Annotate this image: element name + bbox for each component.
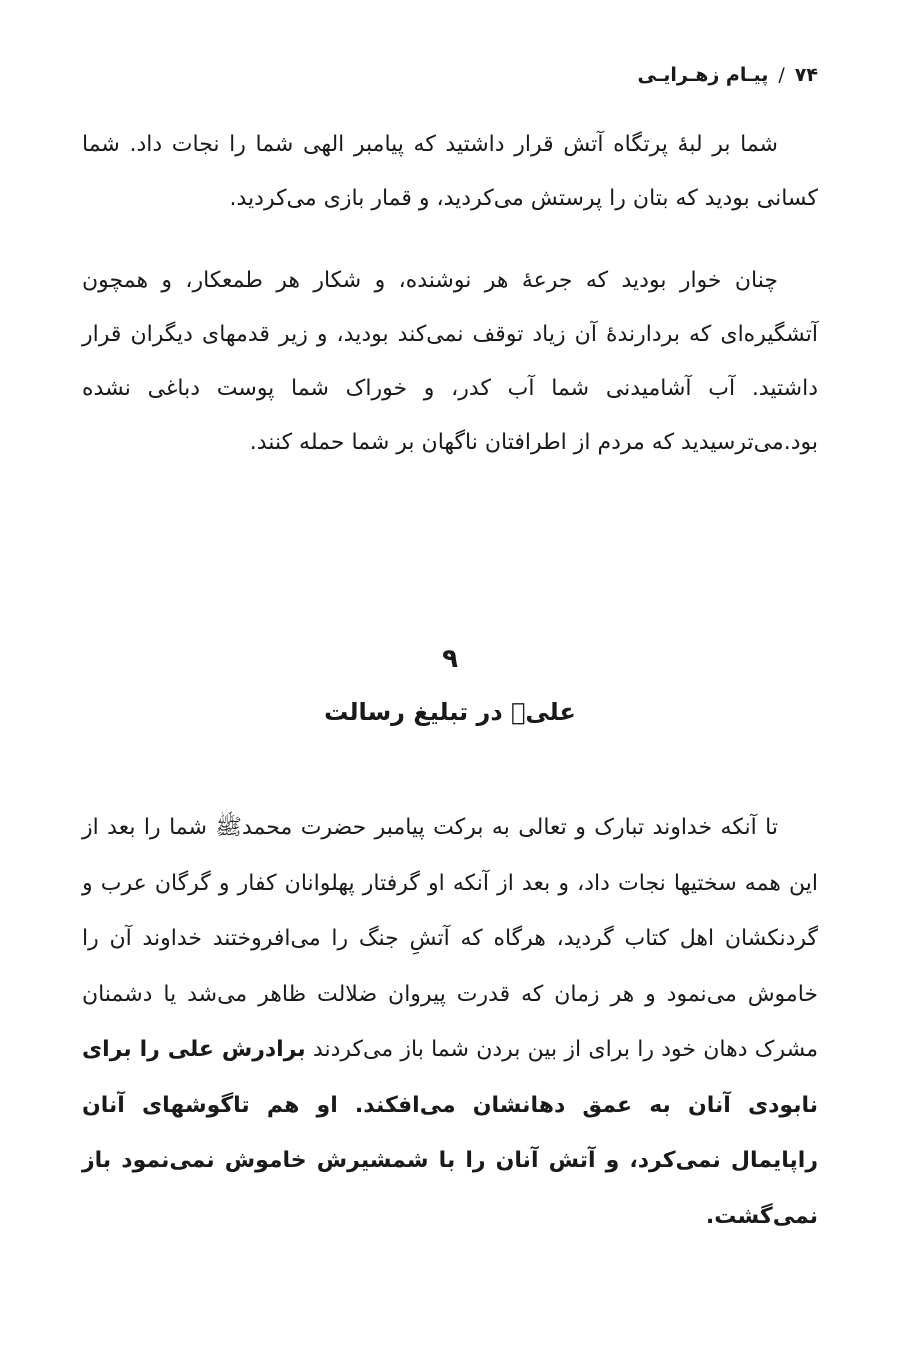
- book-page: [82, 0, 818, 1366]
- paragraph-3-regular: تا آنکه خداوند تبارک و تعالی به برکت پیامبر حضرت محمدﷺ شما را بعد از این همه سختیها نجات داد، و بعد از آنکه او گرفتار پهلوانان کفار و گرگان عرب و گردنکشان اهل کتاب گردید، هرگاه که آتشِ جنگ را می‌افروختند خداوند آن را خاموش می‌نمود و هر زمان که قدرت پیروان ضلالت ظاهر می‌شد یا دشمنان مشرک دهان خود را برای از بین بردن شما باز می‌کردند: [82, 815, 819, 1062]
- paragraph-2: چنان خوار بودید که جرعهٔ هر نوشنده، و شکار هر طمعکار، و همچون آتشگیره‌ای که بردارندهٔ آن زیاد توقف نمی‌کند بودید، و زیر قدمهای دیگران قرار داشتید. آب آشامیدنی شما آب کدر، و خوراک شما پوست دباغی نشده بود.می‌ترسیدید که مردم از اطرافتان ناگهان بر شما حمله کنند.: [82, 268, 818, 455]
- paragraph-3-bold: برادرش علی را برای نابودی آنان به عمق دهانشان می‌افکند. او هم تاگوشهای آنان راپایمال نمی‌کرد، و آتش آنان را با شمشیرش خاموش نمی‌نمود باز نمی‌گشت.: [82, 1037, 818, 1229]
- paragraph-1: شما بر لبهٔ پرتگاه آتش قرار داشتید که پیامبر الهی شما را نجات داد. شما کسانی بودید که بتان را پرستش می‌کردید، و قمار بازی می‌کردید.: [82, 132, 818, 211]
- paragraph-3: [82, 800, 818, 1244]
- page-number: ۷۴: [794, 64, 818, 86]
- chapter-title: علیؑ در تبلیغ رسالت: [324, 698, 576, 726]
- header-separator: /: [778, 64, 785, 86]
- running-head: [638, 64, 818, 86]
- chapter-number: ۹: [442, 644, 458, 674]
- book-title: پیـام زهـرایـی: [637, 64, 769, 86]
